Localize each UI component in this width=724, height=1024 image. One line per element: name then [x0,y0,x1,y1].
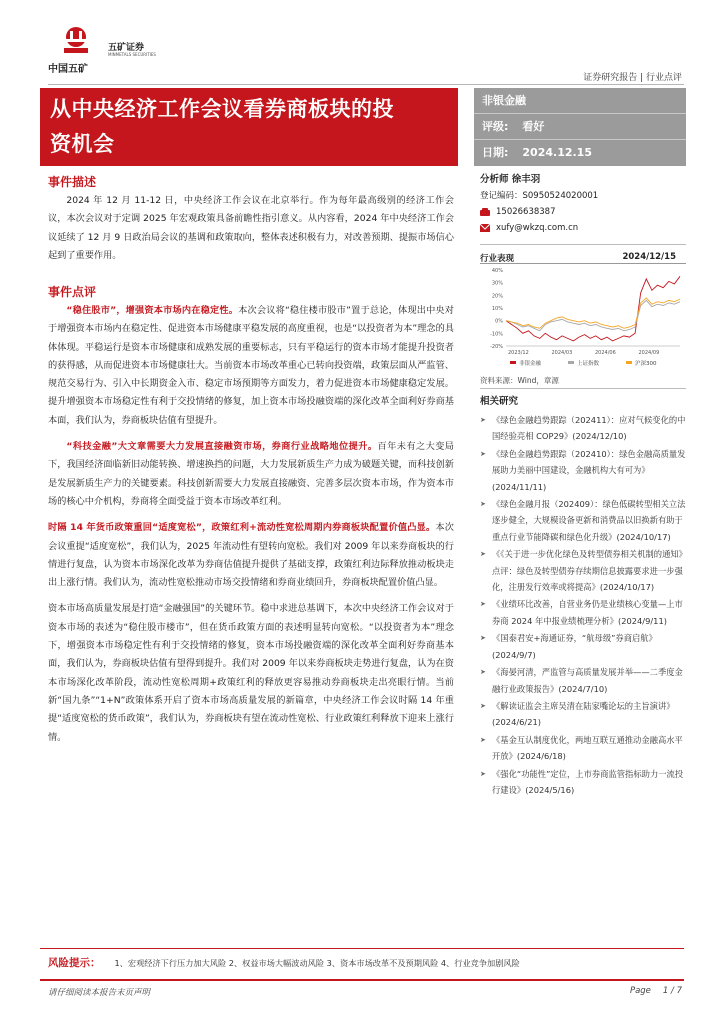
event-text [48,192,454,265]
legend-label: 上证指数 [577,361,600,367]
date-value: 2024.12.15 [522,146,592,159]
comment-heading: 事件点评 [48,285,97,299]
chart-header [480,252,686,264]
securities-name-en: MINMETALS SECURITIES [108,52,156,57]
related-item[interactable]: ➤ 《绿色金融趋势跟踪（202411）：应对气候变化的中国经验亮相 COP29》(2024/12/10) [480,412,686,445]
legend-label: 沪深300 [635,361,657,367]
chart-source: 资料来源：Wind，章源 [480,376,559,385]
legend-swatch [510,361,516,364]
securities-name: 五矿证券 [108,43,145,53]
company-name: 中国五矿 [48,64,88,75]
chart-date: 2024/12/15 [622,252,676,262]
page-label: Page [629,986,651,996]
y-tick-label: 30% [491,280,503,287]
analyst-reg: 登记编码：S0950524020001 [480,191,599,201]
p2-body: 百年未有之大变局下，我国经济面临新旧动能转换、增速换挡的问题，大力发展新质生产力成为破题关键，而科技创新是发展新质生产力的关键要素。科技创新需要大力发展直接融资、完善多层次资本市场，作为资本市场的核心中介机构，券商将全面受益于资本市场改革红利。 [48,441,454,507]
p3-highlight: 时隔 14 年货币政策重回“适度宽松”，政策红利+流动性宽松周期内券商板块配置价值凸显。 [48,522,436,534]
chart-divider [480,388,686,389]
risk-warning [48,955,688,970]
related-item[interactable]: ➤ 《基金互认制度优化，两地互联互通推动金融高水平开放》(2024/6/18) [480,732,686,765]
footer-page [618,986,682,996]
y-tick-label: 40% [491,268,503,274]
related-item[interactable]: ➤ 《解读证监会主席吴清在陆家嘴论坛的主旨演讲》(2024/6/21) [480,698,686,731]
date-label: 日期: [482,146,509,159]
x-tick-label: 2024/06 [595,350,616,356]
p2-highlight: “科技金融”大文章需要大力发展直接融资市场，券商行业战略地位提升。 [66,441,378,453]
comment-paragraph-3 [48,519,454,592]
y-tick-label: 20% [491,293,503,300]
industry-performance-chart [480,252,686,370]
series-line [506,276,680,341]
phone-icon [480,208,490,216]
related-item[interactable]: ➤ 《《关于进一步优化绿色及转型债券相关机制的通知》点评：绿色及转型债券存续期信息披露要求进一步强化，注册发行效率或将提高》(2024/10/17) [480,546,686,595]
analyst-phone: 15026638387 [496,207,556,217]
analyst-block [480,172,686,236]
sector-row [474,88,686,114]
comment-paragraph-4: 资本市场高质量发展是打造“金融强国”的关键环节。稳中求进总基调下，本次中央经济工作会议对于资本市场的表述为“稳住股市楼市”，但在货币政策方面的表述明显转向宽松。“以投资者为本”理念下，增强资本市场稳定性有利于交投情绪的修复，资本市场投融资端的深化改革全面利好券商基本面，我们认为，券商板块估值有望得到提升。我们对 2009 年以来券商板块走势进行复盘，认为在资本市场深化改革阶段，流动性宽松周期+政策红利的释放更容易推动券商板块走出亮眼行情。当前新“国九条”“1+N”政策体系开启了资本市场高质量发展的新篇章，中央经济工作会议时隔 14 年重提“适度宽松的货币政策”，我们认为，券商板块有望在流动性宽松、行业政策红利释放下迎来上涨行情。 [48,603,454,743]
event-heading: 事件描述 [48,175,97,189]
y-tick-label: 0% [495,318,503,325]
related-item[interactable]: ➤ 《绿色金融月报（202409）：绿色低碳转型相关立法逐步健全，大规模设备更新和消费品以旧换新有助于重点行业节能降碳和绿色化升级》(2024/10/17) [480,496,686,545]
rating-label: 评级: [482,120,509,133]
date-row [474,140,686,166]
p1-body: 本次会议将“稳住楼市股市”置于总论，体现出中央对于增强资本市场内在稳定性、促进资本市场健康平稳发展的高度重视，也是“以投资者为本”理念的具体体现。平稳运行是资本市场健康和成熟发展的重要标志，只有平稳运行的资本市场才能提升投资者的获得感，从而促进资本市场健康壮大。当前资本市场改革重心已转向投资端，政策层面从严监管、规范交易行为、引入中长期资金入市、稳定市场预期等方面发力，着力促进资本市场健康稳定发展。提升增强资本市场稳定性有利于交投情绪的修复，加上资本市场投融资端的深化改革全面利好券商基本面，我们认为，券商板块估值有望提升。 [48,305,454,426]
related-item[interactable]: ➤ 《绿色金融趋势跟踪（202410）：绿色金融高质量发展助力美丽中国建设，金融机构大有可为》(2024/11/11) [480,446,686,495]
x-tick-label: 2023/12 [508,350,529,356]
legend-swatch [626,361,632,364]
rating-value: 看好 [522,120,545,133]
info-box [474,88,686,166]
legend-swatch [568,361,574,364]
rating-row [474,114,686,140]
header-divider [48,84,684,85]
y-tick-label: -20% [490,344,503,350]
minmetals-logo-icon [62,26,90,56]
title-line-2: 资机会 [50,132,115,156]
page-number: 1 / 7 [662,986,682,996]
p1-highlight: “稳住股市”，增强资本市场内在稳定性。 [66,305,239,316]
footer-divider [40,979,684,981]
related-item[interactable]: ➤ 《强化“功能性”定位，上市券商监管指标助力一流投行建设》(2024/5/16) [480,766,686,799]
related-item[interactable]: ➤ 《海晏河清，严监管与高质量发展并举——二季度金融行业政策报告》(2024/7/10) [480,664,686,697]
event-paragraph: 2024 年 12 月 11-12 日，中央经济工作会议在北京举行。作为每年最高级别的经济工作会议，本次会议对于定调 2025 年宏观政策具备前瞻性指引意义。从内容看，2024 年中央经济工作会议延续了 12 月 9 日政治局会议的基调和政策取向，整体表述积极有力，对改善预期、提振市场信心起到了重要作用。 [48,195,454,261]
p3-body: 本次会议重提“适度宽松”，我们认为，2025 年流动性有望转向宽松。我们对 2009 年以来券商板块的行情进行复盘，认为资本市场深化改革为券商估值提升提供了基础支撑，政策红利边际释放推动板块走出上涨行情。我们认为，流动性宽松推动市场交投情绪和券商业绩回升，券商板块配置价值凸显。 [48,522,454,589]
risk-text: 1、宏观经济下行压力加大风险 2、权益市场大幅波动风险 3、资本市场改革不及预期风险 4、行业竞争加剧风险 [114,958,520,968]
related-heading: 相关研究 [480,396,519,407]
sector-label: 非银金融 [482,94,526,107]
title-line-1: 从中央经济工作会议看券商板块的投 [50,97,394,121]
analyst-email-row [480,220,686,236]
comment-paragraph-1 [48,302,454,430]
related-item[interactable]: ➤ 《业绩环比改善，自营业务仍是业绩核心变量—上市券商 2024 年中报业绩梳理分析》(2024/9/11) [480,596,686,629]
analyst-email[interactable]: xufy@wkzq.com.cn [496,223,579,233]
related-item[interactable]: ➤ 《国泰君安+海通证券，“航母级”券商启航》(2024/9/7) [480,630,686,663]
report-type: 证券研究报告 | 行业点评 [583,73,682,83]
chart-plot [480,264,686,368]
comment-text [48,302,454,747]
y-tick-label: 10% [491,306,503,312]
series-line [506,298,680,328]
footer-disclaimer[interactable]: 请仔细阅读本报告末页声明 [48,988,151,998]
related-list [480,412,686,799]
chart-title: 行业表现 [480,254,515,264]
legend-label: 非银金融 [519,361,542,367]
company-logo [48,26,158,74]
x-tick-label: 2024/09 [638,350,660,356]
risk-divider [40,948,684,949]
email-icon [480,224,490,232]
analyst-phone-row [480,204,686,220]
comment-paragraph-2 [48,438,454,511]
x-tick-label: 2024/03 [551,350,573,356]
analyst-name: 分析师 徐丰羽 [480,174,541,185]
risk-label: 风险提示： [48,957,101,969]
analyst-divider [480,244,686,245]
y-tick-label: -10% [490,331,503,338]
report-title [40,88,458,166]
